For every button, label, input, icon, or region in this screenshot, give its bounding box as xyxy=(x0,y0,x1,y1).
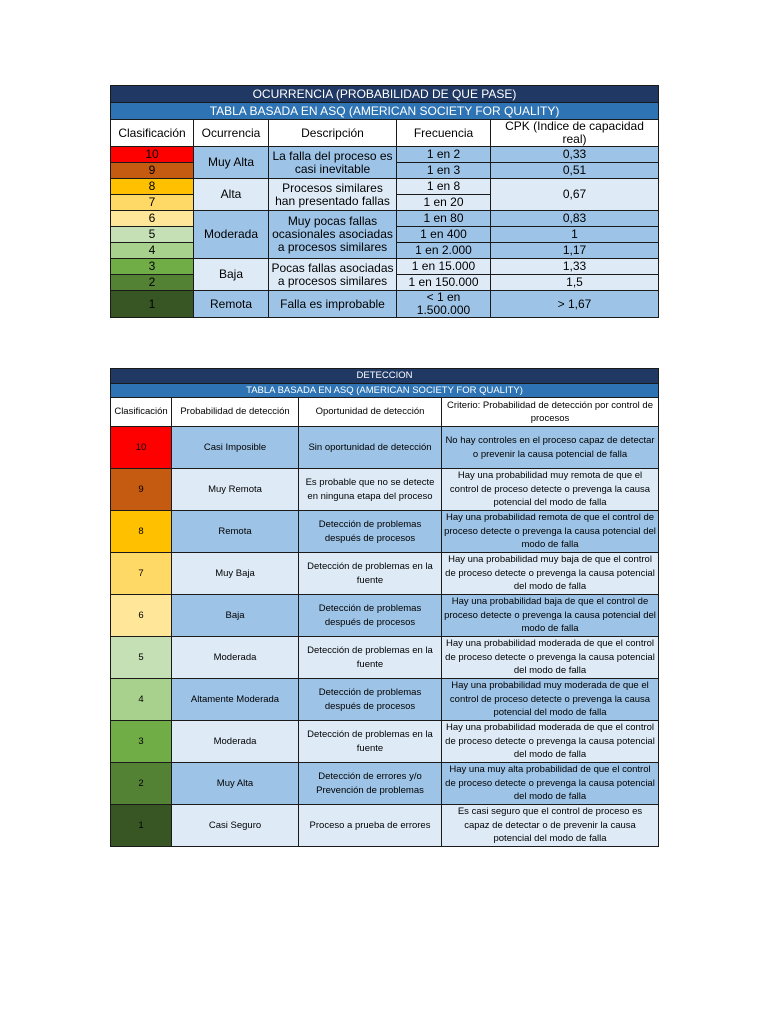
detection-subtitle: TABLA BASADA EN ASQ (AMERICAN SOCIETY FOR QUALITY) xyxy=(111,383,659,398)
cpk-cell: 1,17 xyxy=(491,243,659,259)
frequency-cell: 1 en 3 xyxy=(397,163,491,179)
rank-cell: 7 xyxy=(111,553,172,595)
rank-cell: 2 xyxy=(111,275,194,291)
detection-criterion: Hay una probabilidad baja de que el control de proceso detecte o prevenga la causa potencial del modo de falla xyxy=(442,595,659,637)
rank-cell: 1 xyxy=(111,291,194,318)
detection-probability: Casi Seguro xyxy=(172,805,299,847)
rank-cell: 4 xyxy=(111,243,194,259)
occurrence-table xyxy=(110,85,659,318)
detection-probability: Altamente Moderada xyxy=(172,679,299,721)
detection-row xyxy=(111,679,659,721)
detection-probability: Muy Baja xyxy=(172,553,299,595)
rank-cell: 4 xyxy=(111,679,172,721)
rank-cell: 5 xyxy=(111,227,194,243)
frequency-cell: < 1 en 1.500.000 xyxy=(397,291,491,318)
occurrence-level: Muy Alta xyxy=(194,147,269,179)
detection-probability: Muy Remota xyxy=(172,469,299,511)
detection-criterion: Hay una probabilidad muy moderada de que el control de proceso detecte o prevenga la causa potencial del modo de falla xyxy=(442,679,659,721)
rank-cell: 6 xyxy=(111,595,172,637)
cpk-cell: 0,67 xyxy=(491,179,659,211)
detection-row xyxy=(111,427,659,469)
cpk-cell: 1,5 xyxy=(491,275,659,291)
detection-row xyxy=(111,595,659,637)
occurrence-description: La falla del proceso es casi inevitable xyxy=(269,147,397,179)
frequency-cell: 1 en 2 xyxy=(397,147,491,163)
detection-row xyxy=(111,763,659,805)
detection-opportunity: Sin oportunidad de detección xyxy=(299,427,442,469)
rank-cell: 8 xyxy=(111,179,194,195)
occurrence-level: Moderada xyxy=(194,211,269,259)
detection-criterion: Es casi seguro que el control de proceso es capaz de detectar o de prevenir la causa potencial del modo de falla xyxy=(442,805,659,847)
detection-opportunity: Detección de problemas en la fuente xyxy=(299,553,442,595)
occurrence-description: Pocas fallas asociadas a procesos similares xyxy=(269,259,397,291)
frequency-cell: 1 en 2.000 xyxy=(397,243,491,259)
cpk-cell: 0,83 xyxy=(491,211,659,227)
detection-table xyxy=(110,368,659,847)
rank-cell: 2 xyxy=(111,763,172,805)
rank-cell: 7 xyxy=(111,195,194,211)
occurrence-level: Baja xyxy=(194,259,269,291)
cpk-cell: 0,51 xyxy=(491,163,659,179)
detection-opportunity: Detección de problemas después de procesos xyxy=(299,511,442,553)
frequency-cell: 1 en 8 xyxy=(397,179,491,195)
frequency-cell: 1 en 80 xyxy=(397,211,491,227)
occurrence-description: Falla es improbable xyxy=(269,291,397,318)
detection-criterion: Hay una probabilidad muy baja de que el control de proceso detecte o prevenga la causa potencial del modo de falla xyxy=(442,553,659,595)
rank-cell: 8 xyxy=(111,511,172,553)
detection-row xyxy=(111,805,659,847)
cpk-cell: > 1,67 xyxy=(491,291,659,318)
header-clasificacion: Clasificación xyxy=(111,120,194,147)
rank-cell: 10 xyxy=(111,147,194,163)
detection-probability: Moderada xyxy=(172,637,299,679)
header-oportunidad: Oportunidad de detección xyxy=(299,398,442,427)
rank-cell: 1 xyxy=(111,805,172,847)
frequency-cell: 1 en 150.000 xyxy=(397,275,491,291)
detection-opportunity: Detección de problemas en la fuente xyxy=(299,637,442,679)
occurrence-subtitle: TABLA BASADA EN ASQ (AMERICAN SOCIETY FOR QUALITY) xyxy=(111,103,659,120)
frequency-cell: 1 en 400 xyxy=(397,227,491,243)
detection-opportunity: Detección de problemas en la fuente xyxy=(299,721,442,763)
occurrence-level: Alta xyxy=(194,179,269,211)
detection-title: DETECCION xyxy=(111,369,659,384)
rank-cell: 6 xyxy=(111,211,194,227)
occurrence-description: Muy pocas fallas ocasionales asociadas a procesos similares xyxy=(269,211,397,259)
detection-row xyxy=(111,469,659,511)
detection-row xyxy=(111,553,659,595)
rank-cell: 3 xyxy=(111,721,172,763)
rank-cell: 9 xyxy=(111,163,194,179)
rank-cell: 9 xyxy=(111,469,172,511)
detection-probability: Casi Imposible xyxy=(172,427,299,469)
detection-row xyxy=(111,637,659,679)
header-cpk: CPK (Indice de capacidad real) xyxy=(491,120,659,147)
header-descripcion: Descripción xyxy=(269,120,397,147)
header-clasificacion: Clasificación xyxy=(111,398,172,427)
detection-opportunity: Es probable que no se detecte en ninguna etapa del proceso xyxy=(299,469,442,511)
frequency-cell: 1 en 20 xyxy=(397,195,491,211)
detection-probability: Baja xyxy=(172,595,299,637)
detection-criterion: Hay una probabilidad muy remota de que el control de proceso detecte o prevenga la causa potencial del modo de falla xyxy=(442,469,659,511)
frequency-cell: 1 en 15.000 xyxy=(397,259,491,275)
cpk-cell: 1,33 xyxy=(491,259,659,275)
detection-opportunity: Proceso a prueba de errores xyxy=(299,805,442,847)
rank-cell: 5 xyxy=(111,637,172,679)
cpk-cell: 0,33 xyxy=(491,147,659,163)
detection-opportunity: Detección de errores y/o Prevención de problemas xyxy=(299,763,442,805)
detection-probability: Remota xyxy=(172,511,299,553)
rank-cell: 10 xyxy=(111,427,172,469)
detection-probability: Muy Alta xyxy=(172,763,299,805)
detection-criterion: Hay una probabilidad moderada de que el control de proceso detecte o prevenga la causa potencial del modo de falla xyxy=(442,721,659,763)
detection-probability: Moderada xyxy=(172,721,299,763)
header-criterio: Criterio: Probabilidad de detección por control de procesos xyxy=(442,398,659,427)
header-frecuencia: Frecuencia xyxy=(397,120,491,147)
header-probabilidad: Probabilidad de detección xyxy=(172,398,299,427)
detection-rows xyxy=(111,427,659,847)
detection-row xyxy=(111,511,659,553)
detection-criterion: Hay una probabilidad moderada de que el control de proceso detecte o prevenga la causa potencial del modo de falla xyxy=(442,637,659,679)
detection-row xyxy=(111,721,659,763)
occurrence-level: Remota xyxy=(194,291,269,318)
detection-criterion: Hay una probabilidad remota de que el control de proceso detecte o prevenga la causa potencial del modo de falla xyxy=(442,511,659,553)
occurrence-title: OCURRENCIA (PROBABILIDAD DE QUE PASE) xyxy=(111,86,659,103)
detection-opportunity: Detección de problemas después de procesos xyxy=(299,595,442,637)
occurrence-description: Procesos similares han presentado fallas xyxy=(269,179,397,211)
detection-criterion: Hay una muy alta probabilidad de que el control de proceso detecte o prevenga la causa potencial del modo de falla xyxy=(442,763,659,805)
detection-criterion: No hay controles en el proceso capaz de detectar o prevenir la causa potencial de falla xyxy=(442,427,659,469)
header-ocurrencia: Ocurrencia xyxy=(194,120,269,147)
rank-cell: 3 xyxy=(111,259,194,275)
cpk-cell: 1 xyxy=(491,227,659,243)
detection-opportunity: Detección de problemas después de procesos xyxy=(299,679,442,721)
